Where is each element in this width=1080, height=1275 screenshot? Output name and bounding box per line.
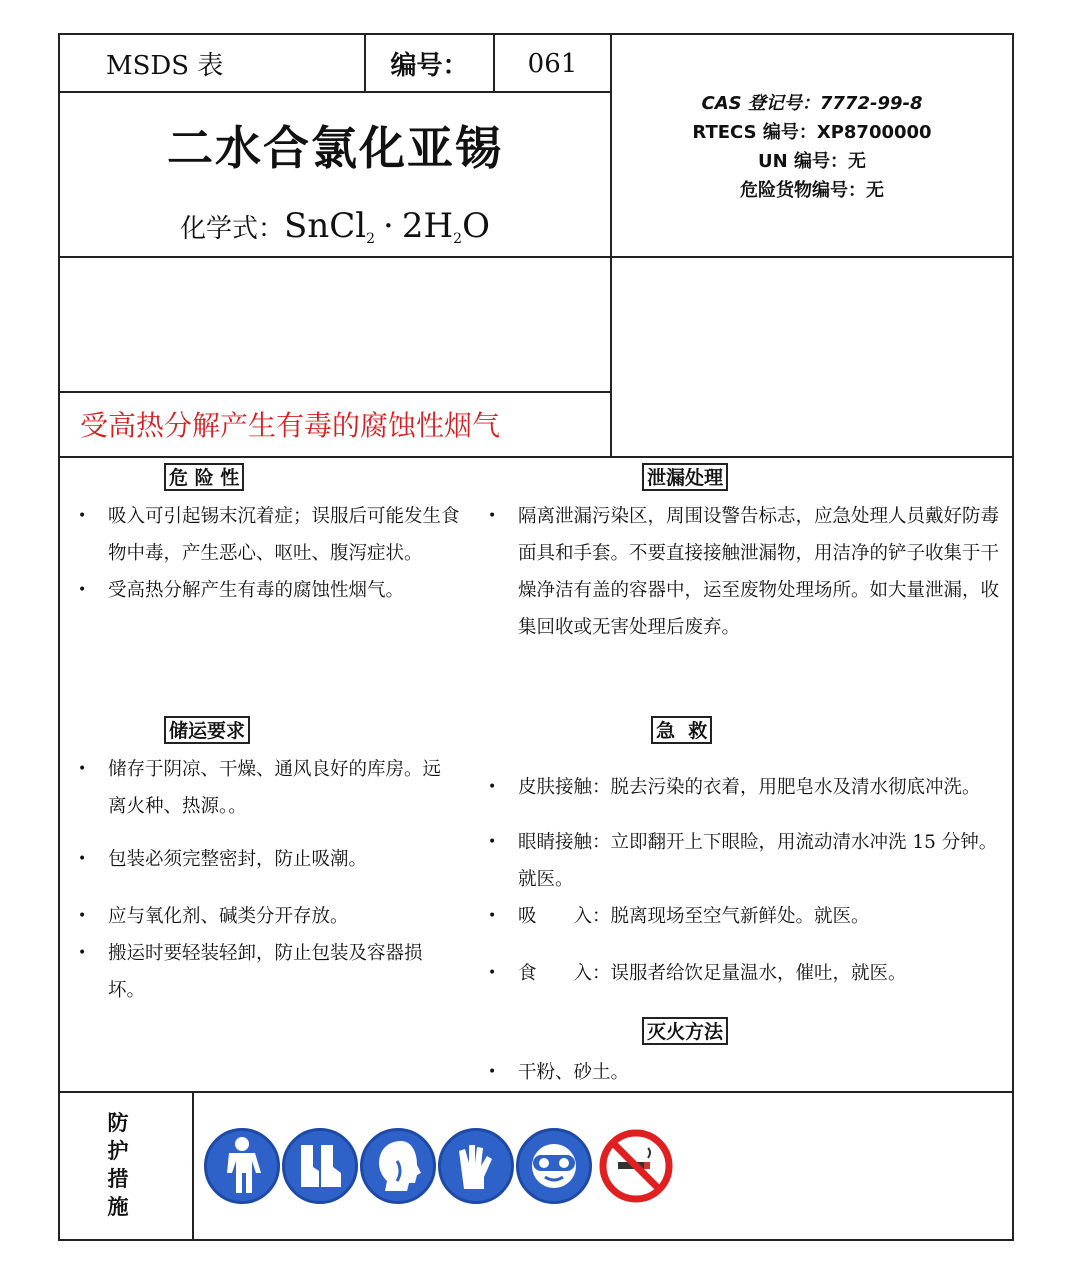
list-item: • 皮肤接触：脱去污染的衣着，用肥皂水及清水彻底冲洗。 <box>470 769 1005 806</box>
hazard-list <box>60 498 460 609</box>
list-item: • 应与氧化剂、碱类分开存放。 <box>60 898 455 935</box>
spill-list <box>470 498 1005 646</box>
list-item: • 吸入可引起锡末沉着症；误服后可能发生食物中毒，产生恶心、呕吐、腹泻症状。 <box>60 498 460 572</box>
storage-list <box>60 751 455 1009</box>
number-value: 061 <box>527 48 578 79</box>
rtecs-number: RTECS 编号：XP8700000 <box>692 122 932 143</box>
divider <box>58 456 1014 458</box>
gloves-icon <box>438 1128 514 1204</box>
hazard-title: 危 险 性 <box>164 463 244 491</box>
list-item: • 包装必须完整密封，防止吸潮。 <box>60 841 455 878</box>
no-smoking-icon <box>598 1128 674 1204</box>
list-item: • 食 入：误服者给饮足量温水，催吐，就医。 <box>470 955 1005 992</box>
cas-number: CAS 登记号：7772-99-8 <box>701 93 923 114</box>
safety-boots-icon <box>282 1128 358 1204</box>
list-item: • 储存于阴凉、干燥、通风良好的库房。远离火种、热源。。 <box>60 751 455 825</box>
list-item: • 搬运时要轻装轻卸，防止包装及容器损坏。 <box>60 935 455 1009</box>
number-label: 编号： <box>390 51 469 81</box>
first-aid-title: 急 救 <box>651 716 712 744</box>
formula-label: 化学式： <box>180 214 285 244</box>
list-item: • 隔离泄漏污染区，周围设警告标志，应急处理人员戴好防毒面具和手套。不要直接接触泄漏物，用洁净的铲子收集于干燥净洁有盖的容器中，运至废物处理场所。如大量泄漏，收集回收或无害处理后废弃。 <box>470 498 1005 646</box>
formula-subscript: 2 <box>453 231 463 248</box>
warning-text: 受高热分解产生有毒的腐蚀性烟气 <box>80 409 501 442</box>
protection-label-text: 防护措施 <box>107 1111 129 1219</box>
formula-h2o-h: 2H <box>401 206 454 246</box>
storage-title: 储运要求 <box>164 716 250 744</box>
un-number: UN 编号：无 <box>758 151 866 172</box>
protection-label <box>100 1109 136 1221</box>
divider <box>192 1091 194 1241</box>
chemical-name: 二水合氯化亚锡 <box>167 121 503 175</box>
formula-subscript: 2 <box>366 231 376 248</box>
list-item: • 受高热分解产生有毒的腐蚀性烟气。 <box>60 572 460 609</box>
fire-title: 灭火方法 <box>642 1017 728 1045</box>
formula-main: SnCl <box>284 206 367 246</box>
protective-clothing-icon <box>204 1128 280 1204</box>
formula-dot: · <box>383 206 394 246</box>
formula-o: O <box>462 206 490 246</box>
list-item: • 干粉、砂土。 <box>470 1054 1005 1091</box>
chemical-formula <box>60 206 610 252</box>
list-item: • 眼睛接触：立即翻开上下眼睑，用流动清水冲洗 15 分钟。就医。 <box>470 824 1005 898</box>
first-aid-list <box>470 769 1005 992</box>
divider <box>58 1091 1014 1093</box>
divider <box>58 256 1014 258</box>
dangerous-goods-number: 危险货物编号：无 <box>740 180 884 201</box>
goggles-icon <box>516 1128 592 1204</box>
list-item: • 吸 入：脱离现场至空气新鲜处。就医。 <box>470 898 1005 935</box>
msds-label: MSDS 表 <box>106 51 224 81</box>
divider <box>58 391 611 393</box>
identifiers <box>612 89 1012 205</box>
fire-list <box>470 1054 1005 1091</box>
spill-title: 泄漏处理 <box>642 463 728 491</box>
respirator-icon <box>360 1128 436 1204</box>
